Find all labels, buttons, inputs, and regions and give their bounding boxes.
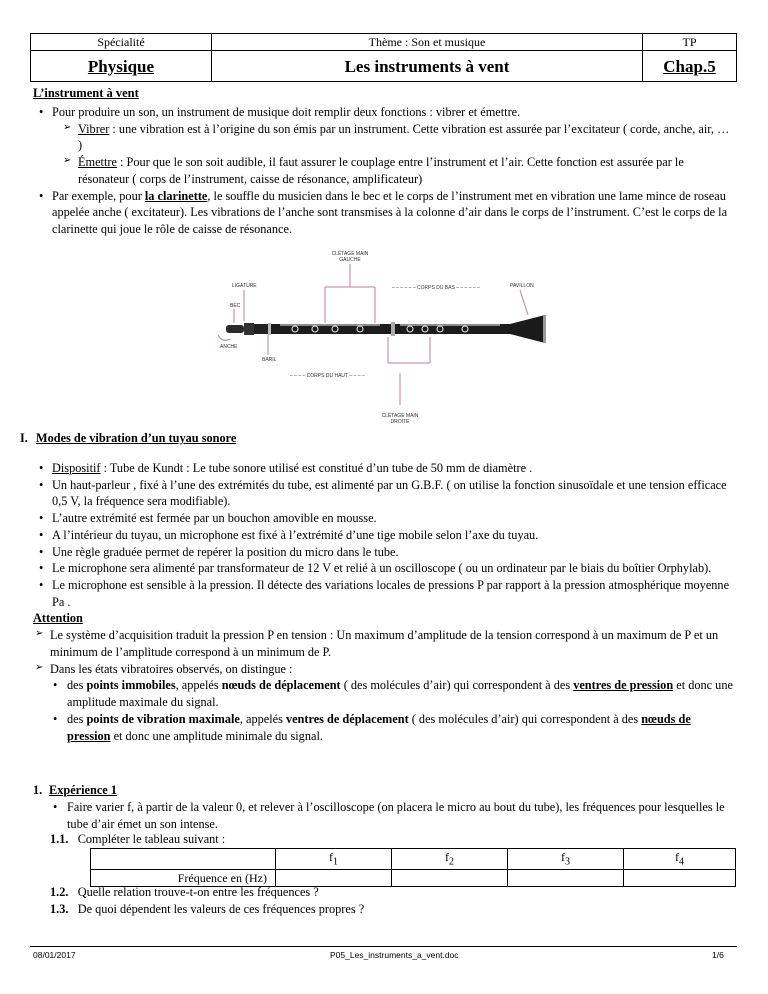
intro-vibrer: ➢ Vibrer : une vibration est à l’origine du son émis par un instrument. Cette vibration est assurée par l’excitateur ( corde, anche, air, … ) [63, 121, 730, 153]
dispositif-item: • Un haut-parleur , fixé à l’une des extrémités du tube, est alimenté par un G.B.F. ( on utilise la fonction sinusoïdale et une tension efficace 0,5 V, la fréquence sera modifiable). [39, 477, 727, 509]
intro-bullet-1: • Pour produire un son, un instrument de musique doit remplir deux fonctions : vibrer et émettre. [39, 105, 521, 119]
dispositif-item: • Une règle graduée permet de repérer la position du micro dans le tube. [39, 544, 399, 559]
section-1-block [33, 460, 733, 744]
label-baril: BARIL [262, 357, 277, 363]
label-corps-haut: – – – – CORPS DU HAUT – – – – [290, 373, 365, 379]
clarinet-diagram [200, 245, 580, 430]
footer-page: 1/6 [712, 950, 724, 960]
label-cletage-droite-2: DROITE [390, 419, 410, 425]
attention-arrow-1: ➢ Le système d’acquisition traduit la pression P en tension : Un maximum d’amplitude de la tension correspond à un maximum de P et un minimum de l’amplitude correspond à un minimum de P. [35, 628, 719, 659]
label-pavillon: PAVILLON [510, 283, 534, 289]
label-anche: ANCHE [220, 344, 238, 350]
dispositif-item: • Le microphone sera alimenté par transformateur de 12 V et relié à un oscilloscope ( ou un ordinateur par le biais du boîtier Orphylab). [39, 561, 712, 576]
frequency-table [90, 848, 736, 887]
footer-date: 08/01/2017 [33, 950, 76, 960]
table-row-label: Fréquence en (Hz) [91, 869, 276, 886]
attention-label: Attention [33, 611, 83, 626]
header-chapter: Chap.5 [643, 51, 737, 82]
table-header-f4: $f_4$ [624, 849, 736, 870]
nodes-item: • des points immobiles, appelés nœuds de déplacement ( des molécules d’air) qui correspondent à des ventres de pression et donc une amplitude maximale du signal. [53, 678, 733, 710]
section-1-heading: I. Modes de vibration d’un tuyau sonore [20, 431, 237, 445]
label-corps-bas: – – – – – – CORPS DU BAS – – – – – – [392, 285, 480, 291]
header-specialite: Spécialité [31, 34, 212, 51]
label-ligature: LIGATURE [232, 283, 257, 289]
table-corner [91, 849, 276, 870]
antinodes-item: • des points de vibration maximale, appelés ventres de déplacement ( des molécules d’air) qui correspondent à des nœuds de pression et donc une amplitude minimale du signal. [53, 711, 691, 743]
table-cell-f2[interactable] [392, 869, 508, 886]
label-cletage-droite-1: CLÉTAGE MAIN [381, 413, 419, 419]
intro-block [33, 104, 733, 238]
clarinet-illustration [200, 245, 580, 430]
header-table [30, 33, 737, 82]
dispositif-item: • Le microphone est sensible à la pression. Il détecte des variations locales de pressions P par rapport à la pression atmosphérique moyenne Pa . [39, 578, 730, 609]
question-1-1: 1.1. Compléter le tableau suivant : [50, 832, 226, 846]
label-cletage-gauche-1: CLÉTAGE MAIN [331, 251, 369, 257]
header-subject: Physique [31, 51, 212, 82]
header-title: Les instruments à vent [212, 51, 643, 82]
experience-heading: 1. Expérience 1 [33, 783, 117, 797]
table-header-f1: $f_1$ [276, 849, 392, 870]
header-tp: TP [643, 34, 737, 51]
intro-title: L’instrument à vent [33, 86, 139, 100]
footer-filename: P05_Les_instruments_a_vent.doc [330, 950, 459, 960]
dispositif-item: • A l’intérieur du tuyau, un microphone est fixé à l’extrémité d’une tige mobile selon l’axe du tuyau. [39, 527, 539, 542]
label-bec: BEC [230, 303, 241, 309]
question-1-3: 1.3. De quoi dépendent les valeurs de ces fréquences propres ? [50, 902, 365, 916]
header-theme: Thème : Son et musique [212, 34, 643, 51]
footer-divider [30, 946, 737, 947]
label-cletage-gauche-2: GAUCHE [339, 257, 361, 263]
dispositif-item: • Dispositif : Tube de Kundt : Le tube sonore utilisé est constitué d’un tube de 50 mm de diamètre . [39, 461, 533, 475]
intro-emettre: ➢ Émettre : Pour que le son soit audible, il faut assurer le couplage entre l’instrument et l’air. Cette fonction est assurée par le résonateur ( corps de l’instrument, caisse de résonance, amplificateur) [63, 155, 684, 186]
dispositif-item: • L’autre extrémité est fermée par un bouchon amovible en mousse. [39, 511, 377, 526]
intro-bullet-2: • Par exemple, pour la clarinette, le souffle du musicien dans le bec et le corps de l’instrument met en vibration une lame mince de roseau appelée anche ( excitateur). Les vibrations de l’anche sont transmises à la colonne d’air dans le corps de l’instrument. C’est le corps de la clarinette qui joue le rôle de caisse de résonance. [39, 188, 728, 237]
experience-bullet: • Faire varier f, à partir de la valeur 0, et relever à l’oscilloscope (on placera le micro au bout du tube), les fréquences pour lesquelles le tube d’air émet un son intense. [53, 800, 725, 831]
table-cell-f3[interactable] [508, 869, 624, 886]
table-header-f3: $f_3$ [508, 849, 624, 870]
table-header-f2: $f_2$ [392, 849, 508, 870]
question-1-2: 1.2. Quelle relation trouve-t-on entre les fréquences ? [50, 885, 319, 899]
experience-block [33, 799, 733, 832]
attention-arrow-2: ➢ Dans les états vibratoires observés, on distingue : [35, 661, 293, 676]
table-cell-f4[interactable] [624, 869, 736, 886]
